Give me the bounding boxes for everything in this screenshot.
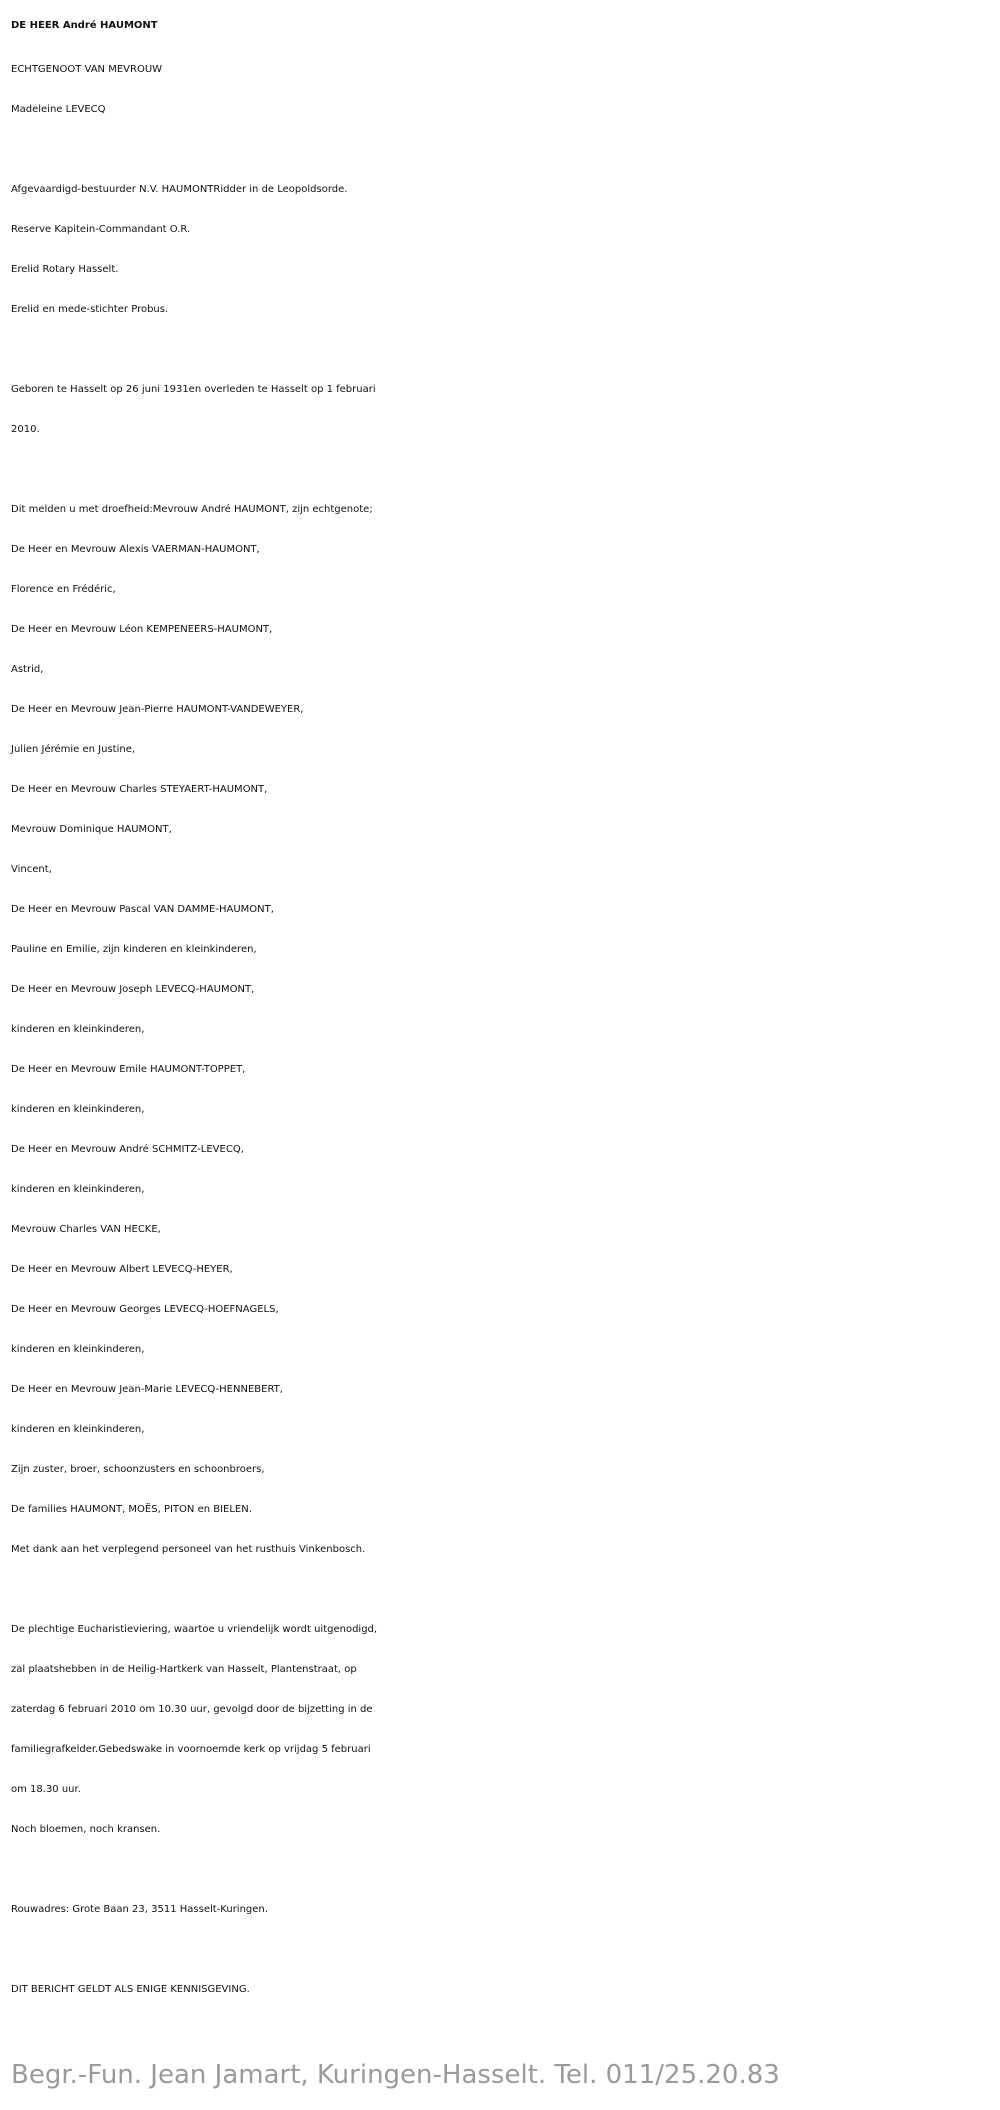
no-flowers-line: Noch bloemen, noch kransen.	[11, 1824, 161, 1835]
mourner-line: De Heer en Mevrouw Georges LEVECQ-HOEFNAGELS,	[11, 1304, 279, 1315]
funeral-home-footer: Begr.-Fun. Jean Jamart, Kuringen-Hasselt. Tel. 011/25.20.83	[11, 2060, 780, 2090]
mourner-line: Mevrouw Dominique HAUMONT,	[11, 824, 172, 835]
paragraph-gap	[11, 450, 996, 490]
mourner-line: De Heer en Mevrouw Alexis VAERMAN-HAUMONT,	[11, 544, 260, 555]
spouse-line-1: ECHTGENOOT VAN MEVROUW	[11, 64, 163, 75]
ceremony-line: De plechtige Eucharistieviering, waartoe u vriendelijk wordt uitgenodigd,	[11, 1624, 378, 1635]
mourner-line: De families HAUMONT, MOËS, PITON en BIELEN.	[11, 1504, 252, 1515]
mourner-line: De Heer en Mevrouw Charles STEYAERT-HAUMONT,	[11, 784, 268, 795]
paragraph-gap	[11, 1570, 996, 1610]
mourner-line: Dit melden u met droefheid:Mevrouw André HAUMONT, zijn echtgenote;	[11, 504, 373, 515]
title-line: Reserve Kapitein-Commandant O.R.	[11, 224, 191, 235]
mourner-line: Zijn zuster, broer, schoonzusters en schoonbroers,	[11, 1464, 265, 1475]
mourner-line: kinderen en kleinkinderen,	[11, 1104, 145, 1115]
ceremony-line: zal plaatshebben in de Heilig-Hartkerk van Hasselt, Plantenstraat, op	[11, 1664, 357, 1675]
spouse-line-2: Madeleine LEVECQ	[11, 104, 106, 115]
title-line: Erelid en mede-stichter Probus.	[11, 304, 169, 315]
mourner-line: De Heer en Mevrouw André SCHMITZ-LEVECQ,	[11, 1144, 244, 1155]
title-line: Afgevaardigd-bestuurder N.V. HAUMONTRidder in de Leopoldsorde.	[11, 184, 348, 195]
mourner-line: Vincent,	[11, 864, 52, 875]
notice-statement: DIT BERICHT GELDT ALS ENIGE KENNISGEVING.	[11, 1984, 250, 1995]
mourner-line: De Heer en Mevrouw Jean-Marie LEVECQ-HENNEBERT,	[11, 1384, 283, 1395]
mourner-line: De Heer en Mevrouw Pascal VAN DAMME-HAUMONT,	[11, 904, 274, 915]
birth-death-line-2: 2010.	[11, 424, 40, 435]
deceased-name-title: DE HEER André HAUMONT	[11, 20, 158, 31]
mourners-section	[11, 490, 996, 1570]
titles-section	[11, 170, 996, 330]
mourner-line: De Heer en Mevrouw Jean-Pierre HAUMONT-VANDEWEYER,	[11, 704, 304, 715]
mourner-line: De Heer en Mevrouw Emile HAUMONT-TOPPET,	[11, 1064, 246, 1075]
mourner-line: Julien Jérémie en Justine,	[11, 744, 136, 755]
paragraph-gap	[11, 1850, 996, 1890]
birth-death-section	[11, 370, 996, 450]
ceremony-line: familiegrafkelder.Gebedswake in voornoemde kerk op vrijdag 5 februari	[11, 1744, 371, 1755]
mourner-line: kinderen en kleinkinderen,	[11, 1344, 145, 1355]
ceremony-line: om 18.30 uur.	[11, 1784, 81, 1795]
mourner-line: De Heer en Mevrouw Joseph LEVECQ-HAUMONT,	[11, 984, 255, 995]
mourner-line: De Heer en Mevrouw Albert LEVECQ-HEYER,	[11, 1264, 233, 1275]
ceremony-line: zaterdag 6 februari 2010 om 10.30 uur, gevolgd door de bijzetting in de	[11, 1704, 373, 1715]
paragraph-gap	[11, 130, 996, 170]
mourner-line: kinderen en kleinkinderen,	[11, 1184, 145, 1195]
title-line: Erelid Rotary Hasselt.	[11, 264, 119, 275]
thanks-line: Met dank aan het verplegend personeel van het rusthuis Vinkenbosch.	[11, 1544, 366, 1555]
death-notice	[11, 2, 996, 2010]
paragraph-gap	[11, 330, 996, 370]
paragraph-gap	[11, 1930, 996, 1970]
mourner-line: Astrid,	[11, 664, 44, 675]
ceremony-section	[11, 1610, 996, 1850]
mourner-line: Florence en Frédéric,	[11, 584, 116, 595]
mourner-line: De Heer en Mevrouw Léon KEMPENEERS-HAUMONT,	[11, 624, 273, 635]
mourner-line: kinderen en kleinkinderen,	[11, 1024, 145, 1035]
mourner-line: kinderen en kleinkinderen,	[11, 1424, 145, 1435]
mourning-address: Rouwadres: Grote Baan 23, 3511 Hasselt-Kuringen.	[11, 1904, 268, 1915]
mourner-line: Pauline en Emilie, zijn kinderen en kleinkinderen,	[11, 944, 257, 955]
birth-death-line-1: Geboren te Hasselt op 26 juni 1931en overleden te Hasselt op 1 februari	[11, 384, 376, 395]
mourner-line: Mevrouw Charles VAN HECKE,	[11, 1224, 161, 1235]
